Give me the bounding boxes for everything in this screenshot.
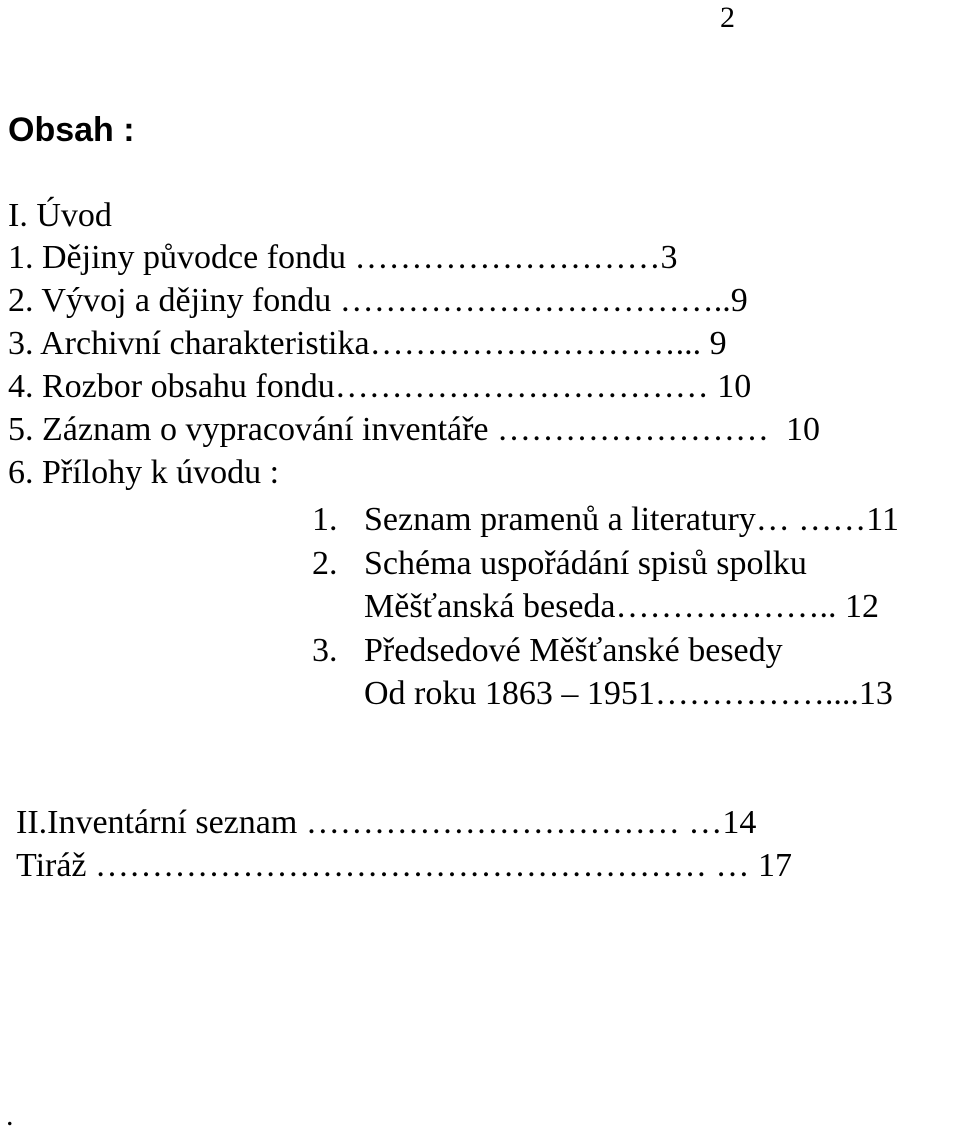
toc-item-1: 1. Dějiny původce fondu ………………………3 — [8, 239, 678, 276]
section-2-line-1: II.Inventární seznam …………………………… …14 — [16, 804, 757, 841]
annex-number-2: 2. — [312, 545, 338, 582]
toc-item-3: 3. Archivní charakteristika………………………... 9 — [8, 325, 727, 362]
toc-item-4: 4. Rozbor obsahu fondu…………………………… 10 — [8, 368, 752, 405]
section-2-line-2: Tiráž ……………………………………………… … 17 — [16, 847, 793, 884]
toc-item-2: 2. Vývoj a dějiny fondu ……………………………..9 — [8, 282, 748, 319]
annex-number-1: 1. — [312, 501, 338, 538]
annex-text-1: Seznam pramenů a literatury… ……11 — [364, 501, 900, 538]
toc-item-6: 6. Přílohy k úvodu : — [8, 454, 280, 491]
annex-text-3-cont: Od roku 1863 – 1951……………....13 — [364, 675, 893, 712]
footer-mark: . — [6, 1099, 14, 1132]
annex-text-2: Schéma uspořádání spisů spolku — [364, 545, 807, 582]
toc-item-5: 5. Záznam o vypracování inventáře …………………… 10 — [8, 411, 821, 448]
annex-number-3: 3. — [312, 632, 338, 669]
toc-heading: Obsah : — [8, 111, 135, 149]
section-1-title: I. Úvod — [8, 197, 112, 234]
page-number: 2 — [720, 1, 735, 34]
annex-text-3: Předsedové Měšťanské besedy — [364, 632, 783, 669]
annex-text-2-cont: Měšťanská beseda……………….. 12 — [364, 588, 879, 625]
